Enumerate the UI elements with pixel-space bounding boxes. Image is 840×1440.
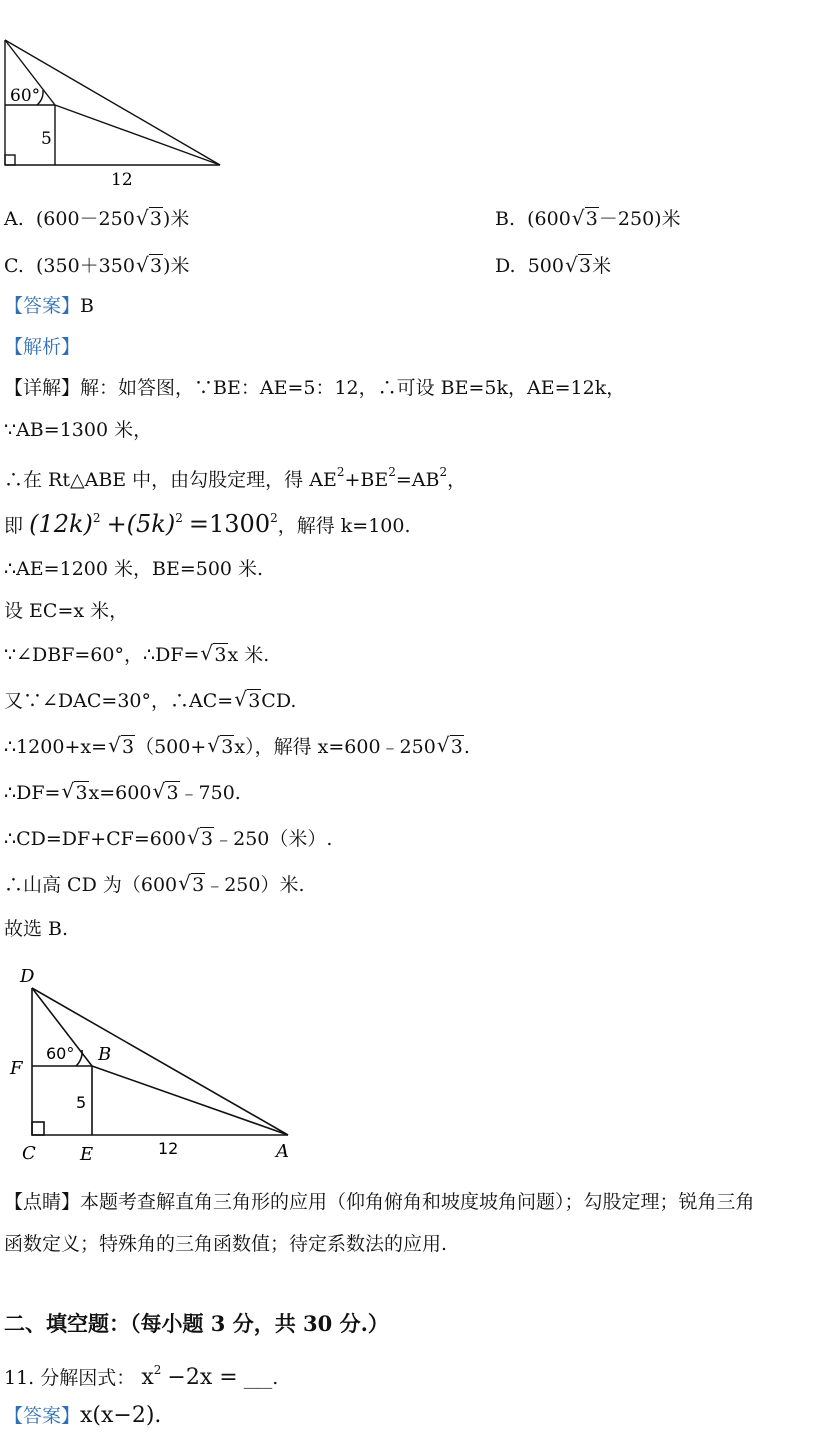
option-d: D. 500√ 3米	[495, 251, 611, 278]
fig2-label-d: D	[20, 966, 35, 987]
answer-11: 【答案】x(x−2).	[4, 1403, 162, 1428]
detail-line-13: 故选 B.	[4, 918, 69, 940]
fig1-base: 12	[111, 170, 133, 190]
answer-line	[4, 294, 94, 318]
analysis-line: 【解析】	[4, 336, 81, 358]
section-title: 二、填空题：（每小题 3 分，共 30 分.）	[4, 1311, 389, 1336]
fig1-side: 5	[41, 129, 52, 149]
fig2-base: 12	[158, 1139, 179, 1158]
answer-tag: 【答案】	[4, 295, 81, 317]
option-c: C. (350＋350√ 3)米	[4, 251, 189, 278]
figure-1	[0, 30, 240, 200]
fig2-side: 5	[76, 1093, 87, 1112]
fig1-angle: 60°	[10, 86, 41, 106]
option-b: B. (600√ 3－250)米	[495, 204, 681, 231]
fig2-label-f: F	[10, 1058, 23, 1079]
fig2-angle: 60°	[46, 1044, 75, 1063]
answer-value: B	[80, 295, 94, 317]
detail-line-11: ∴CD=DF+CF=600√ 3﹣250（米）.	[4, 827, 332, 851]
fig2-label-a: A	[276, 1141, 289, 1162]
detail-line-5: ∴AE=1200 米，BE=500 米.	[4, 558, 264, 580]
detail-line-12: ∴山高 CD 为（600√ 3﹣250）米.	[4, 873, 305, 897]
fig2-label-e: E	[80, 1144, 94, 1165]
figure-2	[0, 960, 300, 1170]
detail-line-1: 【详解】解：如答图，∵BE：AE=5：12，∴可设 BE=5k，AE=12k，	[4, 377, 626, 399]
detail-line-2: ∵AB=1300 米，	[4, 419, 153, 441]
fig2-label-c: C	[22, 1143, 36, 1164]
detail-line-8: 又∵∠DAC=30°，∴AC=√ 3CD.	[4, 689, 296, 713]
option-a: A. (600－250√ 3)米	[4, 204, 189, 231]
detail-line-10: ∴DF=√ 3x=600√ 3﹣750.	[4, 781, 241, 805]
detail-line-3: ∴在 Rt△ABE 中，由勾股定理，得 $AE^2+BE^2=AB^2$，	[4, 465, 467, 491]
detail-line-7: ∵∠DBF=60°，∴DF=√ 3x 米.	[4, 643, 269, 667]
comment-line-2: 函数定义；特殊角的三角函数值；待定系数法的应用.	[4, 1233, 448, 1255]
question-11: 11. 分解因式： $x^2 -2x$ = ___.	[4, 1363, 279, 1390]
comment-line-1: 【点睛】本题考查解直角三角形的应用（仰角俯角和坡度坡角问题）；勾股定理；锐角三角	[4, 1191, 755, 1213]
detail-line-6: 设 EC=x 米，	[4, 600, 129, 622]
detail-line-4: 即 $(12k)^2 +(5k)^2 =1300^2$，解得 k=100.	[4, 510, 411, 538]
fig2-label-b: B	[98, 1044, 112, 1065]
detail-line-9: ∴1200+x=√ 3（500+√ 3x），解得 x=600﹣250√ 3.	[4, 735, 470, 759]
